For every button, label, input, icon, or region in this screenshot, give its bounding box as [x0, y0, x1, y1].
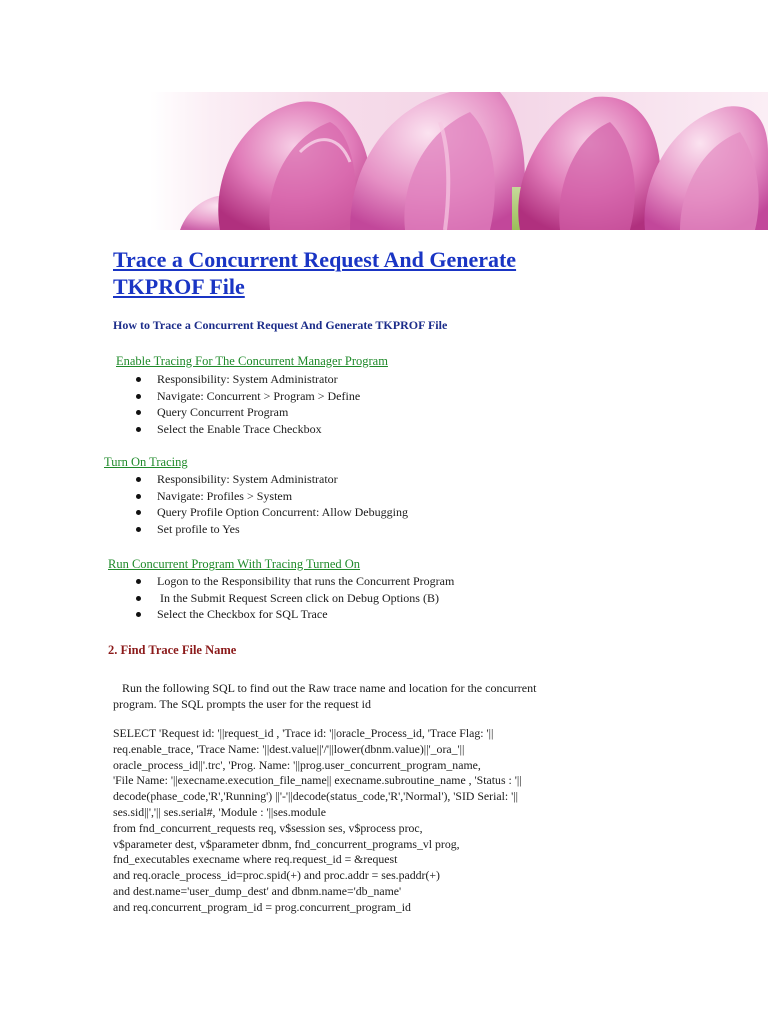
list-item-text: Navigate: Concurrent > Program > Define: [157, 388, 361, 403]
bullet-dot-icon: [136, 427, 141, 432]
section-list-enable-tracing: [136, 371, 360, 437]
list-item: [136, 371, 360, 388]
list-item: [136, 471, 408, 488]
page-title[interactable]: [113, 246, 673, 300]
section-heading-turn-on-tracing: Turn On Tracing: [104, 455, 188, 469]
intro-line-2: program. The SQL prompts the user for the request id: [113, 697, 371, 711]
list-item-text: Query Concurrent Program: [157, 405, 289, 420]
intro-line-1: Run the following SQL to find out the Raw trace name and location for the concurrent: [113, 681, 537, 695]
list-item-text: Responsibility: System Administrator: [157, 372, 338, 386]
section-heading-find-trace-file: 2. Find Trace File Name: [108, 643, 237, 657]
sql-line: and dest.name='user_dump_dest' and dbnm.name='db_name': [113, 883, 402, 898]
list-item: [136, 404, 360, 421]
list-item: [136, 388, 360, 405]
sql-line: v$parameter dest, v$parameter dbnm, fnd_concurrent_programs_vl prog,: [113, 836, 460, 851]
tulip-banner-image: [150, 92, 768, 230]
bullet-dot-icon: [136, 410, 141, 415]
list-item-text: Responsibility: System Administrator: [157, 472, 338, 486]
list-item: [136, 421, 360, 438]
list-item: [136, 590, 454, 607]
title-line-2[interactable]: TKPROF File: [113, 274, 245, 299]
intro-paragraph: [113, 680, 633, 712]
list-item-text: In the Submit Request Screen click on Debug Options (B): [157, 590, 439, 605]
list-item: [136, 521, 408, 538]
list-item: [136, 504, 408, 521]
list-item-text: Set profile to Yes: [157, 521, 240, 536]
sql-query-block: [113, 726, 643, 916]
title-line-1[interactable]: Trace a Concurrent Request And Generate: [113, 247, 517, 272]
sql-line: ses.sid||','|| ses.serial#, 'Module : '||ses.module: [113, 804, 327, 819]
sql-line: req.enable_trace, 'Trace Name: '||dest.value||'/'||lower(dbnm.value)||'_ora_'||: [113, 741, 465, 756]
subtitle: How to Trace a Concurrent Request And Generate TKPROF File: [113, 318, 448, 332]
list-item-text: Logon to the Responsibility that runs the Concurrent Program: [157, 574, 455, 588]
bullet-dot-icon: [136, 612, 141, 617]
bullet-dot-icon: [136, 596, 141, 601]
bullet-dot-icon: [136, 377, 141, 382]
list-item-text: Select the Checkbox for SQL Trace: [157, 607, 328, 622]
sql-line: from fnd_concurrent_requests req, v$session ses, v$process proc,: [113, 820, 423, 835]
pink-tulips-icon: [150, 92, 768, 230]
section-list-turn-on-tracing: [136, 471, 408, 537]
sql-line: and req.oracle_process_id=proc.spid(+) and proc.addr = ses.paddr(+): [113, 868, 440, 883]
bullet-dot-icon: [136, 494, 141, 499]
list-item-text: Select the Enable Trace Checkbox: [157, 421, 322, 436]
section-heading-run-program: Run Concurrent Program With Tracing Turned On: [108, 557, 361, 571]
bullet-dot-icon: [136, 527, 141, 532]
section-heading-enable-tracing: Enable Tracing For The Concurrent Manager Program: [116, 354, 388, 368]
sql-line: and req.concurrent_program_id = prog.concurrent_program_id: [113, 899, 411, 914]
bullet-dot-icon: [136, 579, 141, 584]
list-item: [136, 488, 408, 505]
list-item: [136, 606, 454, 623]
bullet-dot-icon: [136, 510, 141, 515]
sql-line: fnd_executables execname where req.request_id = &request: [113, 852, 398, 867]
section-list-run-program: [136, 573, 454, 623]
bullet-dot-icon: [136, 394, 141, 399]
sql-line: decode(phase_code,'R','Running') ||'-'||decode(status_code,'R','Normal'), 'SID Serial: '||: [113, 789, 518, 804]
sql-line: SELECT 'Request id: '||request_id , 'Trace id: '||oracle_Process_id, 'Trace Flag: '||: [113, 726, 494, 740]
list-item-text: Query Profile Option Concurrent: Allow Debugging: [157, 505, 408, 520]
list-item-text: Navigate: Profiles > System: [157, 488, 293, 503]
sql-line: 'File Name: '||execname.execution_file_name|| execname.subroutine_name , 'Status : '||: [113, 773, 522, 788]
bullet-dot-icon: [136, 477, 141, 482]
sql-line: oracle_process_id||'.trc', 'Prog. Name: '||prog.user_concurrent_program_name,: [113, 757, 481, 772]
list-item: [136, 573, 454, 590]
